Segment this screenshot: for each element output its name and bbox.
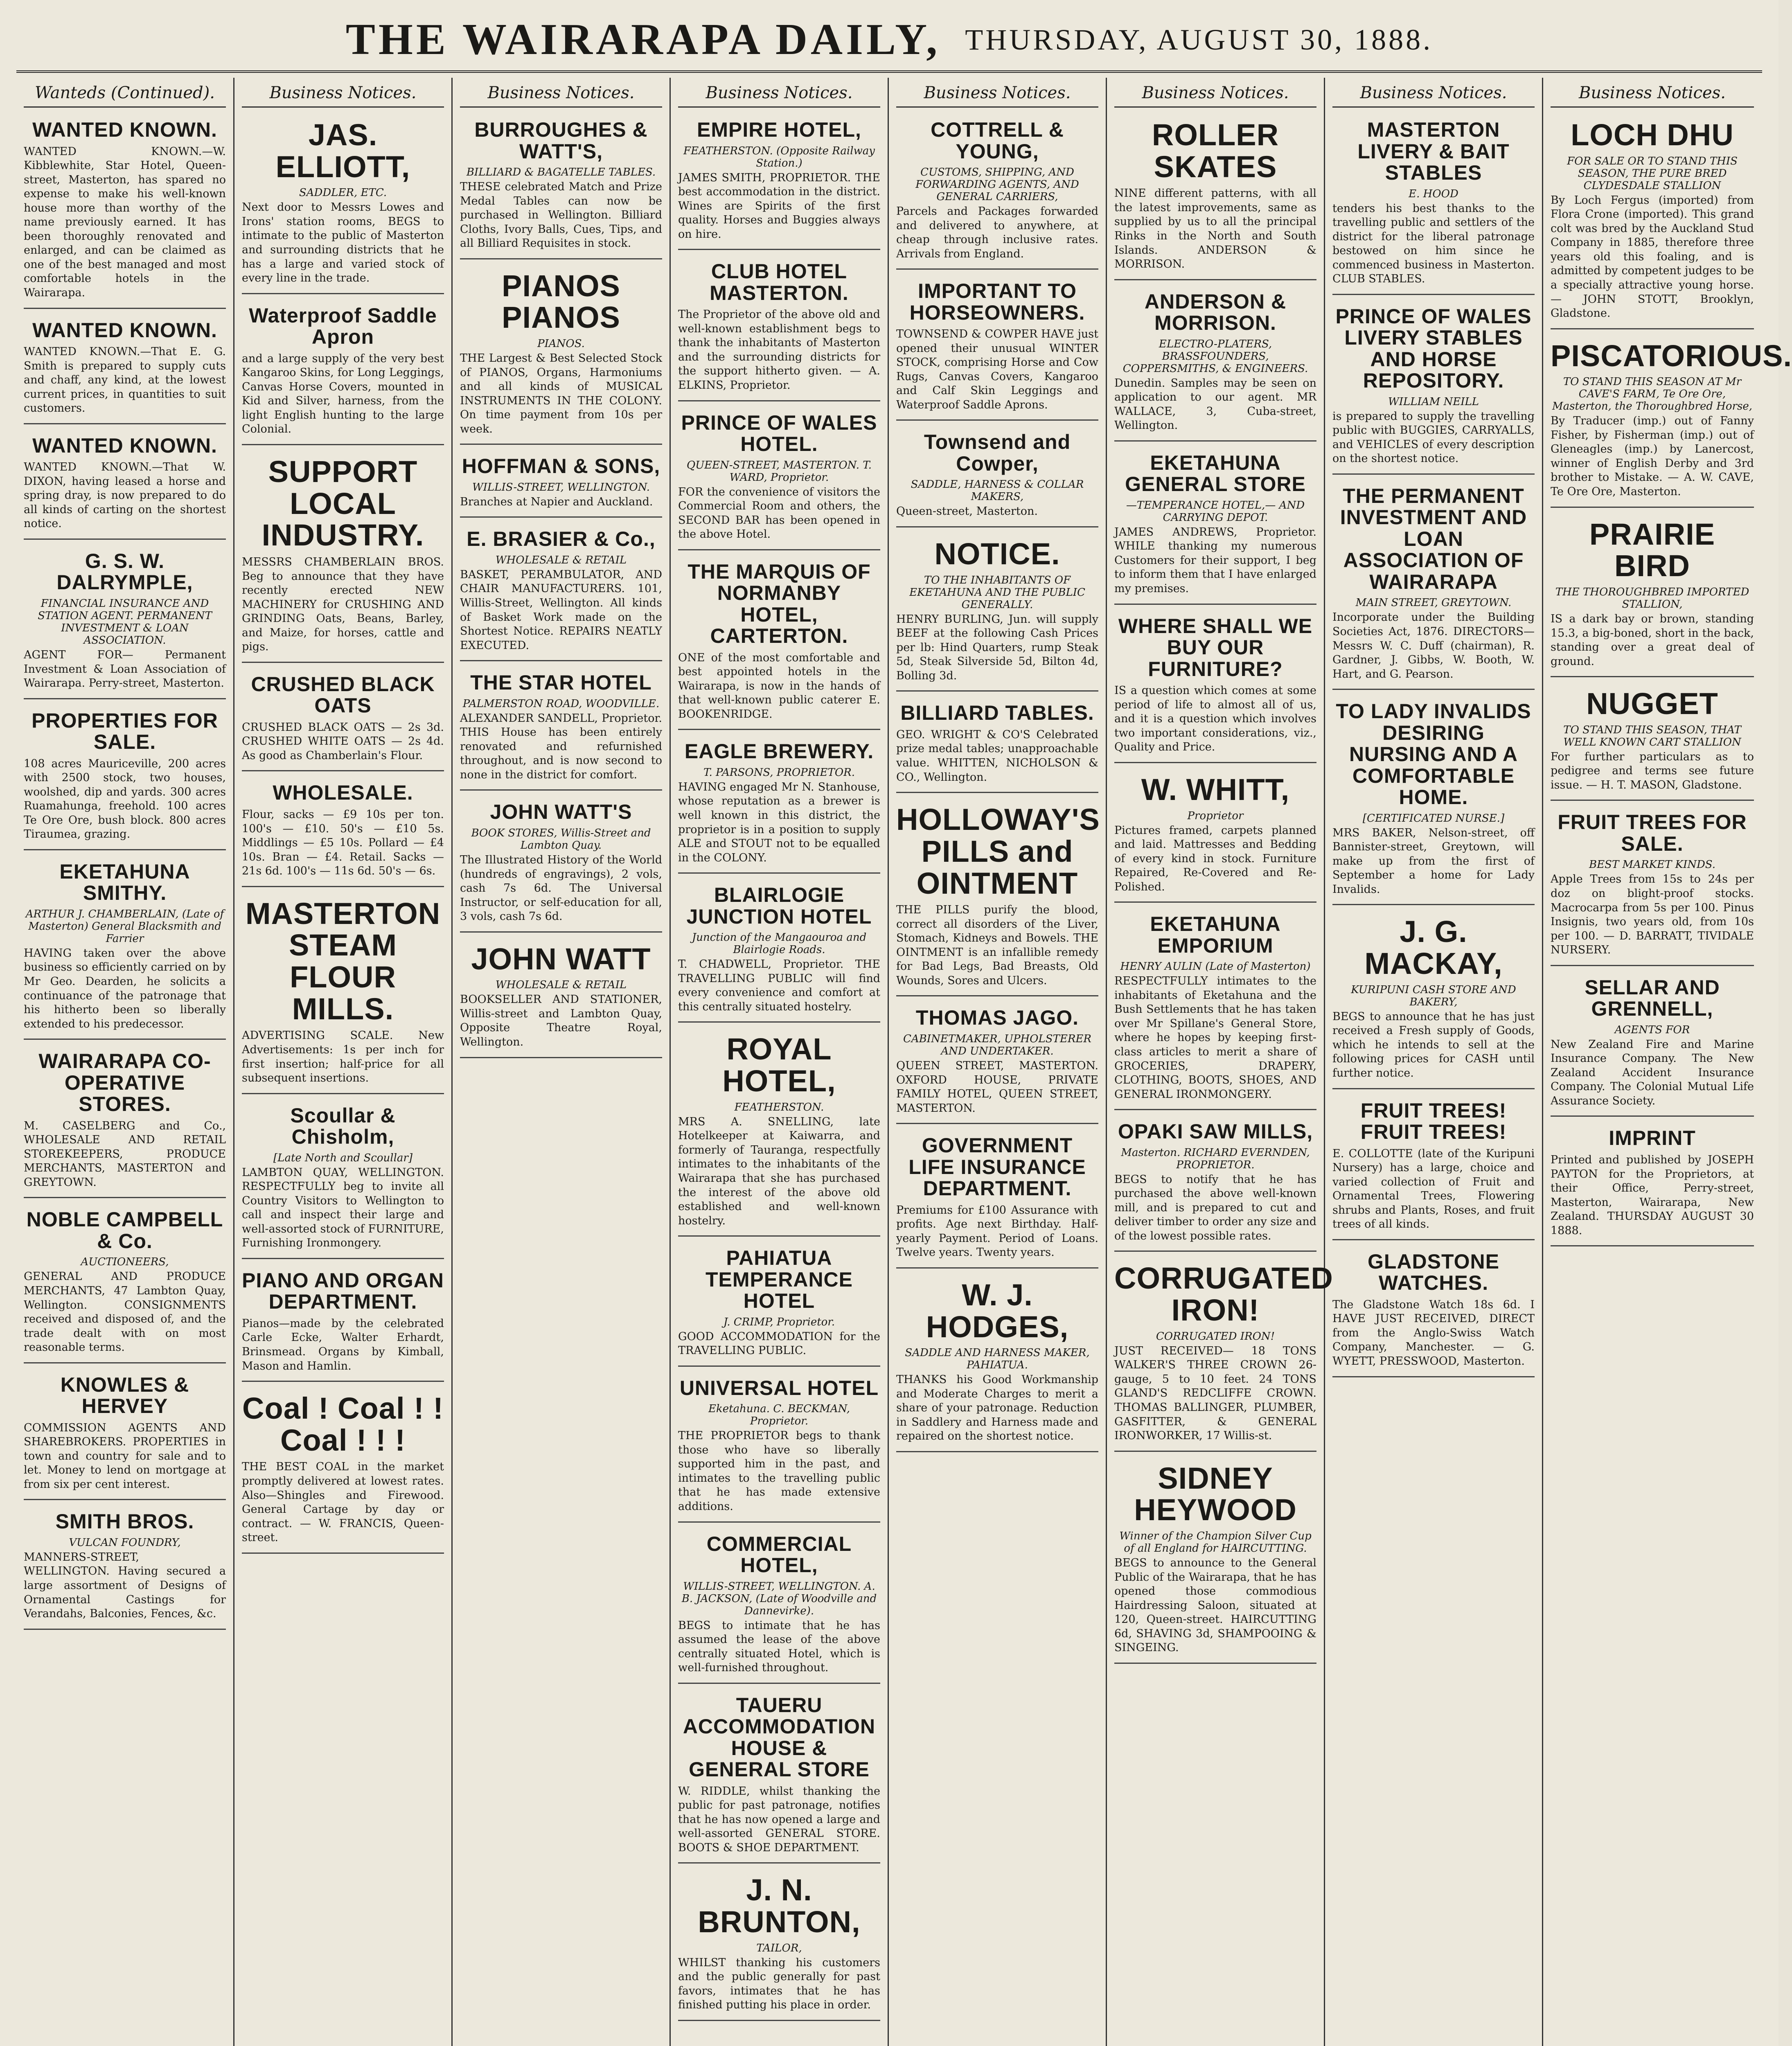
ad-body: AGENT FOR— Permanent Investment & Loan Association of Wairarapa. Perry-street, Masterton. [24,648,226,690]
advertisement [678,879,880,1023]
ad-title: THE STAR HOTEL [470,671,652,694]
ad-subtitle: FOR SALE OR TO STAND THIS SEASON, THE PURE BRED CLYDESDALE STALLION [1567,155,1738,192]
ad-title: J. G. MACKAY, [1364,915,1503,981]
ad-subtitle: PIANOS. [537,338,585,350]
advertisement [896,1002,1098,1124]
ad-subtitle: WHOLESALE & RETAIL [495,554,627,566]
advertisement [24,315,226,424]
ad-body: is prepared to supply the travelling public with BUGGIES, CARRYALLS, and VEHICLES of every description on the shortest notice. [1332,410,1535,465]
advertisement [242,300,444,445]
ad-title: IMPRINT [1609,1127,1696,1150]
ad-title: CLUB HOTEL MASTERTON. [710,260,849,304]
ad-title: TAUERU ACCOMMODATION HOUSE & GENERAL STORE [683,1693,876,1781]
advertisement [24,1506,226,1629]
ad-title: BILLIARD TABLES. [900,701,1094,725]
ad-subtitle: PALMERSTON ROAD, WOODVILLE. [462,697,660,710]
column-4 [671,78,889,2046]
column-heading: Wanteds (Continued). [24,81,226,108]
advertisement [24,705,226,850]
advertisement [1551,972,1754,1117]
ad-body: JAMES ANDREWS, Proprietor. WHILE thanking my numerous Customers for their support, I beg to inform them that I have enlarged my premises. [1114,525,1316,595]
ad-body: tenders his best thanks to the travelling public and settlers of the district for the liberal patronage bestowed on him since he commenced business in Masterton. CLUB STABLES. [1332,202,1535,286]
ad-title: SELLAR AND GRENNELL, [1585,976,1720,1021]
ad-title: PIANOS PIANOS [502,268,620,335]
ad-title: W. WHITT, [1141,772,1290,807]
advertisement [1114,1116,1316,1252]
ad-body: NINE different patterns, with all the latest improvements, same as supplied by us to all the principal Rinks in the North and South Islands. ANDERSON & MORRISON. [1114,187,1316,271]
ad-body: THANKS his Good Workmanship and Moderate Charges to merit a share of your patronage. Reduction in Saddlery and Harness made and repaired on the shortest notice. [896,1373,1098,1443]
column-heading: Business Notices. [1332,81,1535,108]
advertisement [678,556,880,730]
ad-body: Queen-street, Masterton. [896,505,1038,518]
ad-body: Printed and published by JOSEPH PAYTON for the Proprietors, at their Office, Perry-street, Masterton, Wairarapa, New Zealand. THURSDAY AUGUST 30 1888. [1551,1153,1754,1237]
advertisement [242,777,444,887]
ad-title: W. J. HODGES, [926,1278,1069,1344]
ad-title: COTTRELL & YOUNG, [931,118,1064,163]
ad-title: JAS. ELLIOTT, [275,118,410,184]
column-heading: Business Notices. [242,81,444,108]
ad-body: BEGS to announce that he has just received a Fresh supply of Goods, which he intends to sell at the following prices for CASH until further notice. [1332,1010,1535,1079]
ad-body: IS a question which comes at some period of life to almost all of us, and it is a question which involves two important considerations, viz., Quality and Price. [1114,684,1316,754]
ad-title: WANTED KNOWN. [32,434,217,457]
advertisement [678,1028,880,1237]
ad-body: ADVERTISING SCALE. New Advertisements: 1s per inch for first insertion; half-price for all subsequent insertions. [242,1029,444,1085]
ad-body: Flour, sacks — £9 10s per ton. 100's — £10. 50's — £10 5s. Middlings — £5 10s. Pollard — £4 10s. Bran — £4. Retail. Sacks — 21s 6d. 100's — 11s 6d. 50's — 6s. [242,808,444,878]
advertisement [460,451,662,518]
ad-body: JUST RECEIVED— 18 TONS WALKER'S THREE CROWN 26-gauge, 5 to 10 feet. 24 TONS GLAND'S REDCLIFFE CROWN. THOMAS BALLINGER, PLUMBER, GASFITTER, & GENERAL IRONWORKER, 17 Willis-st. [1114,1344,1316,1442]
ad-subtitle: WILLIS-STREET, WELLINGTON. A. B. JACKSON, (Late of Woodville and Dannevirke). [681,1580,877,1617]
advertisement [460,523,662,661]
ad-title: EKETAHUNA EMPORIUM [1150,913,1281,957]
ad-body: RESPECTFULLY intimates to the inhabitants of Eketahuna and the Bush Settlements that he has taken over Mr Spillane's General Store, where he hopes by keeping first-class articles to merit a share of GROCERIES, DRAPERY, CLOTHING, BOOTS, SHOES, AND GENERAL IRONMONGERY. [1114,975,1316,1101]
ad-subtitle: FEATHERSTON. (Opposite Railway Station.) [683,144,875,169]
ad-body: The Illustrated History of the World (hundreds of engravings), 2 vols, cash 7s 6d. The Universal Instructor, or self-education for all, 3 vols, cash 7s 6d. [460,853,662,923]
ad-subtitle: CORRUGATED IRON! [1156,1330,1275,1343]
ad-body: BASKET, PERAMBULATOR, AND CHAIR MANUFACTURERS. 101, Willis-Street, Wellington. All kinds of Basket Work made on the Shortest Notice. REPAIRS NEATLY EXECUTED. [460,568,662,652]
columns-container [16,78,1792,2046]
ad-title: HOFFMAN & SONS, [462,455,660,478]
column-heading: Business Notices. [1114,81,1316,108]
column-8 [1543,78,1792,2046]
ad-title: EKETAHUNA GENERAL STORE [1125,451,1306,496]
column-7 [1325,78,1543,2046]
advertisement [1114,447,1316,605]
advertisement [1332,1246,1535,1377]
ad-body: CRUSHED BLACK OATS — 2s 3d. CRUSHED WHITE OATS — 2s 4d. As good as Chamberlain's Flour. [242,721,444,762]
ad-title: ROLLER SKATES [1152,118,1279,184]
advertisement [24,114,226,309]
ad-title: IMPORTANT TO HORSEOWNERS. [909,279,1085,324]
ad-subtitle: J. CRIMP, Proprietor. [723,1316,835,1328]
ad-body: Next door to Messrs Lowes and Irons' station rooms, BEGS to intimate to the public of Masterton and surrounding districts that he has a large and varied stock of every line in the trade. [242,201,444,285]
advertisement [896,799,1098,996]
ad-subtitle: AUCTIONEERS, [81,1256,169,1269]
ad-body: BEGS to notify that he has purchased the above well-known mill, and is prepared to cut and deliver timber to order any size and of the lowest possible rates. [1114,1173,1316,1242]
ad-subtitle: FEATHERSTON. [734,1101,824,1113]
ad-subtitle: FINANCIAL INSURANCE AND STATION AGENT. PERMANENT INVESTMENT & LOAN ASSOCIATION. [38,597,212,647]
ad-body: 108 acres Mauriceville, 200 acres with 2500 stock, two houses, woolshed, dip and yards. 300 acres Ruamahunga, freehold. 100 acres Te Ore Ore, bush block. 800 acres Tiraumea, grazing. [24,757,226,841]
ad-subtitle: SADDLER, ETC. [299,187,387,199]
advertisement [1114,908,1316,1110]
advertisement [1332,114,1535,295]
advertisement [896,114,1098,270]
ad-body: GENERAL AND PRODUCE MERCHANTS, 47 Lambton Quay, Wellington. CONSIGNMENTS received and disposed of, and the trade dealt with on most reasonable terms. [24,1270,226,1354]
ad-title: Waterproof Saddle Apron [249,304,437,349]
ad-subtitle: ARTHUR J. CHAMBERLAIN, (Late of Masterton) General Blacksmith and Farrier [25,908,224,945]
advertisement [1114,1257,1333,1451]
ad-subtitle: WILLIS-STREET, WELLINGTON. [472,481,650,493]
column-2 [234,78,453,2046]
ad-title: NOTICE. [934,537,1060,571]
ad-title: CORRUGATED IRON! [1114,1261,1333,1327]
ad-title: WANTED KNOWN. [32,118,217,141]
advertisement [460,265,662,445]
ad-subtitle: MAIN STREET, GREYTOWN. [1355,597,1512,609]
issue-date: THURSDAY, AUGUST 30, 1888. [965,23,1433,56]
ad-subtitle: QUEEN-STREET, MASTERTON. T. WARD, Proprietor. [686,459,872,484]
ad-title: JOHN WATT'S [490,800,632,824]
advertisement [678,256,880,401]
column-heading: Business Notices. [460,81,662,108]
advertisement [242,1100,444,1259]
advertisement [24,1369,226,1501]
ad-body: THE BEST COAL in the market promptly delivered at lowest rates. Also—Shingles and Firewood. General Cartage by day or contract. — W. FRANCIS, Queen-street. [242,1460,444,1544]
advertisement [1332,911,1535,1089]
ad-title: LOCH DHU [1571,118,1734,152]
ad-subtitle: BEST MARKET KINDS. [1589,859,1715,871]
advertisement [1114,769,1316,903]
ad-body: TOWNSEND & COWPER HAVE just opened their unusual WINTER STOCK, comprising Horse and Cow Rugs, Canvas Covers, Kangaroo and Calf Skin Leggings and Waterproof Saddle Aprons. [896,328,1098,411]
ad-title: PRAIRIE BIRD [1589,517,1715,583]
ad-title: Townsend and Cowper, [924,430,1071,475]
ad-title: NUGGET [1586,687,1718,721]
ad-subtitle: CABINETMAKER, UPHOLSTERER AND UNDERTAKER. [903,1032,1091,1057]
ad-title: BURROUGHES & WATT'S, [474,118,648,163]
ad-subtitle: SADDLE, HARNESS & COLLAR MAKERS, [911,478,1084,503]
ad-title: JOHN WATT [471,942,651,976]
ad-title: MASTERTON LIVERY & BAIT STABLES [1357,118,1510,184]
ad-title: PAHIATUA TEMPERANCE HOTEL [705,1246,853,1313]
advertisement [24,430,226,540]
ad-subtitle: E. HOOD [1409,187,1458,200]
advertisement [460,114,662,259]
ad-subtitle: HENRY AULIN (Late of Masterton) [1120,960,1311,973]
advertisement [896,1274,1098,1452]
advertisement [678,736,880,874]
advertisement [896,1130,1098,1269]
ad-subtitle: WHOLESALE & RETAIL [495,979,627,991]
ad-body: THESE celebrated Match and Prize Medal Tables can now be purchased in Wellington. Billiard Cloths, Ivory Balls, Cues, Tips, and all Billiard Requisites in stock. [460,180,662,250]
ad-body: QUEEN STREET, MASTERTON. OXFORD HOUSE, PRIVATE FAMILY HOTEL, QUEEN STREET, MASTERTON. [896,1059,1098,1115]
ad-title: OPAKI SAW MILLS, [1118,1120,1313,1143]
ad-body: WANTED KNOWN.—W. Kibblewhite, Star Hotel, Queen-street, Masterton, has spared no expense to make his well-known house more than worthy of the name previously earned. It has been thoroughly renovated and enlarged, and can be claimed as one of the best managed and most comfortable hotels in the Wairarapa. [24,145,226,299]
ad-subtitle: Junction of the Mangaouroa and Blairlogie Roads. [692,931,867,956]
advertisement [1551,514,1754,678]
ad-title: SIDNEY HEYWOOD [1134,1461,1297,1527]
ad-body: New Zealand Fire and Marine Insurance Company. The New Zealand Accident Insurance Company. The Colonial Mutual Life Assurance Society. [1551,1038,1754,1107]
ad-title: WHERE SHALL WE BUY OUR FURNITURE? [1118,614,1313,680]
advertisement [1114,114,1316,280]
ad-body: Parcels and Packages forwarded and delivered to anywhere, at cheap through inclusive rates. Arrivals from England. [896,205,1098,260]
ad-subtitle: THE THOROUGHBRED IMPORTED STALLION, [1555,586,1749,611]
ad-body: LAMBTON QUAY, WELLINGTON. RESPECTFULLY beg to invite all Country Visitors to Wellington to call and inspect their large and well-assorted stock of FURNITURE, Furnishing Ironmongery. [242,1166,444,1250]
ad-subtitle: AGENTS FOR [1614,1023,1690,1036]
advertisement [1332,1095,1535,1240]
advertisement [896,697,1098,793]
ad-title: EKETAHUNA SMITHY. [59,860,190,905]
ad-body: MRS A. SNELLING, late Hotelkeeper at Kaiwarra, and formerly of Tauranga, respectfully intimates to the inhabitants of the Wairarapa that she has purchased the interest of the above old established and well-known hostelry. [678,1115,880,1227]
advertisement [1332,301,1535,475]
ad-title: NOBLE CAMPBELL & Co. [26,1208,223,1253]
advertisement [242,1265,444,1382]
advertisement [242,893,444,1094]
masthead [16,9,1762,73]
advertisement [896,275,1098,421]
ad-title: J. N. BRUNTON, [698,1873,861,1939]
ad-body: COMMISSION AGENTS AND SHAREBROKERS. PROPERTIES in town and country for sale and to let. Money to lend on mortgage at from six per cent interest. [24,1421,226,1491]
ad-body: E. COLLOTTE (late of the Kuripuni Nursery) has a large, choice and varied collection of Fruit and Ornamental Trees, Flowering shrubs and Plants, Roses, and fruit trees of all kinds. [1332,1147,1535,1231]
advertisement [242,1388,444,1554]
ad-title: KNOWLES & HERVEY [60,1373,189,1418]
ad-title: Coal ! Coal ! ! Coal ! ! ! [242,1391,444,1457]
ad-title: GOVERNMENT LIFE INSURANCE DEPARTMENT. [908,1134,1086,1200]
ad-subtitle: TAILOR, [756,1942,802,1954]
ad-subtitle: T. PARSONS, PROPRIETOR. [703,766,855,779]
ad-title: PISCATORIOUS. [1551,338,1792,373]
ad-body: Apple Trees from 15s to 24s per doz on blight-proof stocks. Macrocarpa from 5s per 100. Pinus Insignis, two years old, from 10s per 100. — D. BARRATT, TIVIDALE NURSERY. [1551,873,1754,957]
ad-body: BOOKSELLER AND STATIONER, Willis-street and Lambton Quay, Opposite Theatre Royal, Wellington. [460,993,662,1049]
ad-body: THE PROPRIETOR begs to thank those who have so liberally supported him in the past, and intimates to the travelling public that he has made extensive additions. [678,1429,880,1513]
ad-body: BEGS to intimate that he has assumed the lease of the above centrally situated Hotel, which is well-furnished throughout. [678,1619,880,1674]
ad-title: TO LADY INVALIDS DESIRING NURSING AND A COMFORTABLE HOME. [1336,700,1531,809]
ad-subtitle: KURIPUNI CASH STORE AND BAKERY, [1351,983,1516,1008]
ad-title: E. BRASIER & Co., [467,527,656,551]
ad-title: SUPPORT LOCAL INDUSTRY. [261,454,424,552]
ad-body: For further particulars as to pedigree and terms see future issue. — H. T. MASON, Gladstone. [1551,750,1754,791]
advertisement [678,1528,880,1684]
ad-body: Incorporate under the Building Societies Act, 1876. DIRECTORS—Messrs W. C. Duff (chairman), R. Gardner, J. Gibbs, W. Booth, W. Hart, and G. Pearson. [1332,611,1535,680]
ad-body: IS a dark bay or brown, standing 15.3, a big-boned, short in the back, standing over a great deal of ground. [1551,612,1754,668]
ad-subtitle: Winner of the Champion Silver Cup of all England for HAIRCUTTING. [1119,1530,1312,1555]
advertisement [678,1372,880,1523]
ad-title: WHOLESALE. [273,781,413,804]
advertisement [1114,611,1316,763]
ad-body: The Gladstone Watch 18s 6d. I HAVE JUST RECEIVED, DIRECT from the Anglo-Swiss Watch Company, Manchester. — G. WYETT, PRESSWOOD, Masterton. [1332,1298,1535,1368]
ad-title: GLADSTONE WATCHES. [1368,1250,1499,1295]
ad-subtitle: Masterton. RICHARD EVERNDEN, PROPRIETOR. [1121,1146,1310,1171]
ad-body: HENRY BURLING, Jun. will supply BEEF at the following Cash Prices per lb: Hind Quarters, rump Steak 5d, Steak Silverside 5d, Bilton 4d, Bolling 3d. [896,613,1098,682]
ad-body: Premiums for £100 Assurance with profits. Age next Birthday. Half-yearly Payment. Period of Loans. Twelve years. Twenty years. [896,1203,1098,1259]
advertisement [1114,286,1316,442]
ad-subtitle: SADDLE AND HARNESS MAKER, PAHIATUA. [905,1347,1090,1372]
ad-body: Pictures framed, carpets planned and laid. Mattresses and Bedding of every kind in stock. Furniture Repaired, Re-Covered and Re-Polished. [1114,824,1316,893]
advertisement [678,1869,880,2021]
ad-subtitle: VULCAN FOUNDRY, [69,1536,181,1549]
column-heading: Business Notices. [896,81,1098,108]
column-6 [1107,78,1333,2046]
advertisement [896,533,1098,692]
advertisement [1551,683,1754,801]
ad-body: MANNERS-STREET, WELLINGTON. Having secured a large assortment of Designs of Ornamental Castings for Verandahs, Balconies, Fences, &c. [24,1550,226,1620]
ad-body: Dunedin. Samples may be seen on application to our agent. MR WALLACE, 3, Cuba-street, Wellington. [1114,376,1316,432]
column-heading: Business Notices. [1551,81,1754,108]
ad-subtitle: Proprietor [1187,809,1244,822]
ad-body: WANTED KNOWN.—That E. G. Smith is prepared to supply cuts and chaff, any kind, at the lowest current prices, in quantities to suit customers. [24,345,226,415]
ad-body: ALEXANDER SANDELL, Proprietor. THIS House has been entirely renovated and refurnished throughout, and is now second to none in the district for comfort. [460,712,662,781]
ad-title: FRUIT TREES! FRUIT TREES! [1360,1099,1507,1144]
ad-body: By Loch Fergus (imported) from Flora Crone (imported). This grand colt was bred by the Auckland Stud Company in 1885, therefore three years old this foaling, and is admitted by competent judges to be a specially attractive young horse. — JOHN STOTT, Brooklyn, Gladstone. [1551,194,1754,320]
ad-title: THOMAS JAGO. [915,1006,1079,1030]
ad-title: EMPIRE HOTEL, [697,118,861,141]
ad-title: WAIRARAPA CO-OPERATIVE STORES. [38,1050,211,1116]
advertisement [24,1046,226,1198]
column-heading: Business Notices. [678,81,880,108]
ad-title: SMITH BROS. [55,1510,194,1533]
ad-subtitle: TO STAND THIS SEASON AT Mr CAVE'S FARM, Te Ore Ore, Masterton, the Thoroughbred Horse, [1552,376,1753,413]
ad-subtitle: Eketahuna. C. BECKMAN, Proprietor. [708,1403,850,1428]
ad-subtitle: WILLIAM NEILL [1388,395,1479,408]
ad-body: HAVING taken over the above business so efficiently carried on by Mr Geo. Dearden, he solicits a continuance of the patronage that his hitherto been so liberally extended to his predecessor. [24,946,226,1030]
ad-title: ANDERSON & MORRISON. [1144,290,1287,335]
ad-subtitle: CUSTOMS, SHIPPING, AND FORWARDING AGENTS, AND GENERAL CARRIERS, [915,166,1079,203]
ad-body: THE PILLS purify the blood, correct all disorders of the Liver, Stomach, Kidneys and Bowels. THE OINTMENT is an infallible remedy for Bad Legs, Bad Breasts, Old Wounds, Sores and Ulcers. [896,904,1098,987]
ad-title: EAGLE BREWERY. [684,740,874,763]
advertisement [460,667,662,791]
ad-body: Pianos—made by the celebrated Carle Ecke, Walter Erhardt, Brinsmead. Organs by Kimball, Mason and Hamlin. [242,1317,444,1372]
ad-body: ONE of the most comfortable and best appointed hotels in the Wairarapa, is now in the hands of that well-known public caterer E. BOOKENRIDGE. [678,651,880,721]
advertisement [24,545,226,699]
ad-body: T. CHADWELL, Proprietor. THE TRAVELLING PUBLIC will find every convenience and comfort at this centrally situated hostelry. [678,958,880,1013]
advertisement [678,407,880,550]
ad-body: The Proprietor of the above old and well-known establishment begs to thank the inhabitants of Masterton and the surrounding districts for the support hitherto given. — A. ELKINS, Proprietor. [678,308,880,392]
ad-body: BEGS to announce to the General Public of the Wairarapa, that he has opened those commodious Hairdressing Saloon, situated at 120, Queen-street. HAIRCUTTING 6d, SHAVING 3d, SHAMPOOING & SINGEING. [1114,1556,1316,1654]
advertisement [678,1242,880,1367]
advertisement [1551,114,1754,329]
ad-subtitle: —TEMPERANCE HOTEL,— AND CARRYING DEPOT. [1126,499,1305,524]
column-1 [16,78,234,2046]
ad-title: PRINCE OF WALES LIVERY STABLES AND HORSE REPOSITORY. [1335,304,1532,392]
advertisement [1551,807,1754,966]
ad-body: WANTED KNOWN.—That W. DIXON, having leased a horse and spring dray, is now prepared to do all kinds of carting on the shortest notice. [24,461,226,530]
ad-body: By Traducer (imp.) out of Fanny Fisher, by Fisherman (imp.) out of Gleneagles (imp.) by Lanercost, winner of English Derby and 3rd brother to Mistake. — A. W. CAVE, Te Ore Ore, Masterton. [1551,415,1754,498]
ad-title: G. S. W. DALRYMPLE, [56,549,193,594]
column-3 [453,78,671,2046]
advertisement [242,451,444,663]
ad-body: W. RIDDLE, whilst thanking the public for past patronage, notifies that he has now opened a large and well-assorted GENERAL STORE. BOOTS & SHOE DEPARTMENT. [678,1785,880,1854]
ad-title: COMMERCIAL HOTEL, [706,1532,852,1577]
ad-title: CRUSHED BLACK OATS [251,672,435,717]
ad-body: HAVING engaged Mr N. Stanhouse, whose reputation as a brewer is well known in this district, the proprietor is in a position to supply ALE and STOUT not to be equalled in the COLONY. [678,780,880,864]
advertisement [242,669,444,772]
advertisement [460,796,662,932]
ad-subtitle: BILLIARD & BAGATELLE TABLES. [466,166,656,178]
ad-title: FRUIT TREES FOR SALE. [1558,811,1747,855]
advertisement [1551,335,1792,508]
advertisement [1551,1122,1754,1246]
ad-body: GOOD ACCOMMODATION for the TRAVELLING PUBLIC. [678,1330,880,1357]
advertisement [24,856,226,1040]
ad-title: HOLLOWAY'S PILLS and OINTMENT [896,802,1100,900]
advertisement [460,938,662,1058]
ad-title: PRINCE OF WALES HOTEL. [681,411,877,456]
paper-title: THE WAIRARAPA DAILY, [345,15,941,64]
ad-body: JAMES SMITH, PROPRIETOR. THE best accommodation in the district. Wines are Spirits of the first quality. Horses and Buggies always on hire. [678,171,880,241]
ad-body: Branches at Napier and Auckland. [460,495,653,508]
advertisement [678,114,880,250]
ad-title: MASTERTON STEAM FLOUR MILLS. [245,896,441,1026]
advertisement [1332,696,1535,905]
column-5 [889,78,1107,2046]
advertisement [1332,480,1535,690]
ad-subtitle: [CERTIFICATED NURSE.] [1362,812,1505,825]
ad-title: Scoullar & Chisholm, [290,1104,396,1149]
ad-subtitle: TO THE INHABITANTS OF EKETAHUNA AND THE PUBLIC GENERALLY. [909,574,1085,611]
ad-body: M. CASELBERG and Co., WHOLESALE AND RETAIL STOREKEEPERS, PRODUCE MERCHANTS, MASTERTON and GREYTOWN. [24,1119,226,1189]
ad-subtitle: ELECTRO-PLATERS, BRASSFOUNDERS, COPPERSMITHS, & ENGINEERS. [1123,338,1308,375]
ad-subtitle: [Late North and Scoullar] [273,1151,412,1164]
ad-title: THE PERMANENT INVESTMENT AND LOAN ASSOCIATION OF WAIRARAPA [1340,484,1527,593]
ad-title: ROYAL HOTEL, [722,1032,836,1098]
ad-subtitle: TO STAND THIS SEASON, THAT WELL KNOWN CART STALLION [1563,723,1741,748]
ad-title: THE MARQUIS OF NORMANBY HOTEL, CARTERTON. [687,560,871,648]
ad-body: THE Largest & Best Selected Stock of PIANOS, Organs, Harmoniums and all kinds of MUSICAL INSTRUMENTS IN THE COLONY. On time payment from 10s per week. [460,352,662,435]
ad-body: FOR the convenience of visitors the Commercial Room and others, the SECOND BAR has been opened in the above Hotel. [678,485,880,541]
advertisement [896,426,1098,527]
ad-body: WHILST thanking his customers and the public generally for past favors, intimates that he has finished putting his place in order. [678,1956,880,2012]
advertisement [1114,1458,1316,1664]
advertisement [242,114,444,294]
ad-title: WANTED KNOWN. [32,318,217,342]
ad-body: GEO. WRIGHT & CO'S Celebrated prize medal tables; unapproachable value. WHITTEN, NICHOLSON & CO., Wellington. [896,728,1098,784]
ad-title: PIANO AND ORGAN DEPARTMENT. [242,1269,444,1314]
ad-subtitle: BOOK STORES, Willis-Street and Lambton Quay. [471,827,651,852]
ad-title: PROPERTIES FOR SALE. [32,709,218,754]
ad-body: MRS BAKER, Nelson-street, off Bannister-street, Greytown, will make up from the first of September a home for Lady Invalids. [1332,826,1535,896]
ad-title: BLAIRLOGIE JUNCTION HOTEL [686,883,872,928]
advertisement [24,1204,226,1363]
ad-body: MESSRS CHAMBERLAIN BROS. Beg to announce that they have recently erected NEW MACHINERY for CRUSHING AND GRINDING Oats, Beans, Barley, and Maize, for horses, cattle and pigs. [242,556,444,653]
advertisement [678,1690,880,1864]
ad-title: UNIVERSAL HOTEL [679,1376,879,1399]
ad-body: and a large supply of the very best Kangaroo Skins, for Long Leggings, Canvas Horse Covers, mounted in Kid and Silver, harness, from the light English hunting to the large Colonial. [242,352,444,436]
